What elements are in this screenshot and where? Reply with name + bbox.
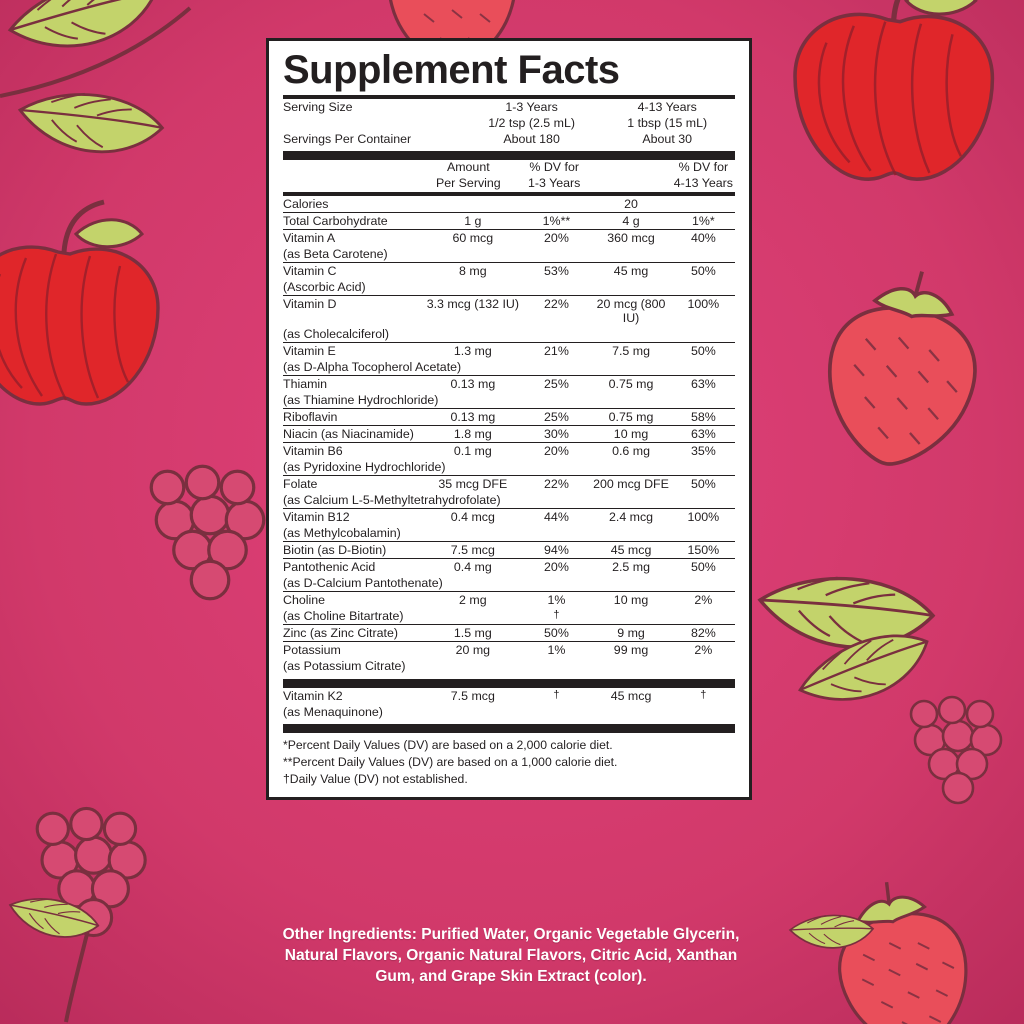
row-amount-1: 7.5 mcg bbox=[450, 689, 495, 703]
row-amount-2: 4 g bbox=[590, 213, 671, 230]
row-name: Vitamin E bbox=[283, 343, 423, 360]
serving-age-col2: 4-13 Years bbox=[637, 100, 697, 114]
serving-size-col2: 1 tbsp (15 mL) bbox=[627, 116, 708, 130]
row-dv-2: 58% bbox=[672, 409, 735, 426]
table-row bbox=[283, 592, 735, 609]
row-dv-2: 50% bbox=[672, 559, 735, 576]
serving-info-table bbox=[283, 99, 735, 147]
servings-col1: About 180 bbox=[503, 132, 560, 146]
row-amount-1: 0.13 mg bbox=[423, 376, 522, 393]
serving-row-sizes bbox=[283, 115, 735, 131]
table-row bbox=[283, 443, 735, 460]
row-name: Vitamin K2 bbox=[283, 689, 343, 703]
row-amount-2: 200 mcg DFE bbox=[590, 476, 671, 493]
row-dv-2: 50% bbox=[672, 263, 735, 280]
row-name: Riboflavin bbox=[283, 409, 423, 426]
servings-per-container-label: Servings Per Container bbox=[283, 132, 412, 146]
row-name: Zinc (as Zinc Citrate) bbox=[283, 625, 423, 642]
serving-row-ages bbox=[283, 99, 735, 115]
row-dv-2: 150% bbox=[672, 542, 735, 559]
serving-row-container bbox=[283, 131, 735, 147]
serving-size-col1: 1/2 tsp (2.5 mL) bbox=[488, 116, 575, 130]
table-subrow bbox=[283, 608, 735, 625]
table-row bbox=[283, 213, 735, 230]
amount-header-line2: Per Serving bbox=[435, 176, 501, 190]
row-dv-1: 20% bbox=[523, 230, 591, 247]
nutrient-table bbox=[283, 196, 735, 674]
row-subname: (as Calcium L-5-Methyltetrahydrofolate) bbox=[283, 493, 501, 507]
row-subname: (as Potassium Citrate) bbox=[283, 659, 406, 673]
row-name: Vitamin B6 bbox=[283, 443, 423, 460]
table-subrow bbox=[283, 359, 735, 376]
dv2-header-line1: % DV for bbox=[678, 160, 729, 174]
table-row bbox=[283, 642, 735, 659]
table-row bbox=[283, 426, 735, 443]
choline-dagger: † bbox=[553, 609, 560, 621]
table-row bbox=[283, 509, 735, 526]
row-name: Vitamin B12 bbox=[283, 509, 423, 526]
calories-value: 20 bbox=[624, 197, 638, 211]
header-rule bbox=[283, 151, 735, 160]
table-subrow bbox=[283, 525, 735, 542]
calories-label: Calories bbox=[283, 197, 329, 211]
table-row bbox=[283, 476, 735, 493]
row-name: Niacin (as Niacinamide) bbox=[283, 426, 423, 443]
row-dv-1: 1% bbox=[523, 592, 591, 609]
footnote-rule bbox=[283, 724, 735, 733]
row-dv-2: 2% bbox=[672, 642, 735, 659]
dv2-header-line2: 4-13 Years bbox=[673, 176, 733, 190]
row-amount-2: 2.5 mg bbox=[590, 559, 671, 576]
table-subrow bbox=[283, 326, 735, 343]
row-amount-1: 0.4 mg bbox=[423, 559, 522, 576]
row-amount-2: 9 mg bbox=[590, 625, 671, 642]
table-row bbox=[283, 263, 735, 280]
serving-size-label: Serving Size bbox=[283, 100, 353, 114]
row-amount-1: 60 mcg bbox=[423, 230, 522, 247]
row-dv-1: 53% bbox=[523, 263, 591, 280]
row-dv-1: 30% bbox=[523, 426, 591, 443]
row-dv-1: 94% bbox=[523, 542, 591, 559]
row-name: Folate bbox=[283, 476, 423, 493]
row-dv-2: 1%* bbox=[672, 213, 735, 230]
row-amount-1: 20 mg bbox=[423, 642, 522, 659]
row-amount-2: 10 mg bbox=[590, 426, 671, 443]
supplement-facts-panel bbox=[266, 38, 752, 800]
row-dv-1: † bbox=[553, 689, 560, 701]
row-dv-1: 25% bbox=[523, 376, 591, 393]
table-row bbox=[283, 296, 735, 327]
row-dv-1: 44% bbox=[523, 509, 591, 526]
row-dv-2: 35% bbox=[672, 443, 735, 460]
row-dv-2: 50% bbox=[672, 476, 735, 493]
row-dv-1: 1% bbox=[523, 642, 591, 659]
row-subname: (as Menaquinone) bbox=[283, 705, 383, 719]
row-amount-2: 0.75 mg bbox=[590, 376, 671, 393]
row-amount-1: 7.5 mcg bbox=[423, 542, 522, 559]
row-amount-1: 1 g bbox=[423, 213, 522, 230]
footnote-1: *Percent Daily Values (DV) are based on a 2,000 calorie diet. bbox=[283, 738, 613, 752]
row-dv-2: 2% bbox=[672, 592, 735, 609]
table-subrow bbox=[283, 704, 735, 720]
row-amount-2: 45 mcg bbox=[610, 689, 652, 703]
row-subname: (as Pyridoxine Hydrochloride) bbox=[283, 460, 446, 474]
row-name: Pantothenic Acid bbox=[283, 559, 423, 576]
row-name: Vitamin A bbox=[283, 230, 423, 247]
row-name: Biotin (as D-Biotin) bbox=[283, 542, 423, 559]
row-amount-1: 1.5 mg bbox=[423, 625, 522, 642]
row-amount-1: 2 mg bbox=[423, 592, 522, 609]
serving-age-col1: 1-3 Years bbox=[505, 100, 558, 114]
table-row bbox=[283, 343, 735, 360]
row-dv-1: 50% bbox=[523, 625, 591, 642]
row-amount-1: 3.3 mcg (132 IU) bbox=[423, 296, 522, 327]
row-dv-1: 1%** bbox=[523, 213, 591, 230]
dv1-header-line2: 1-3 Years bbox=[528, 176, 581, 190]
row-amount-2: 7.5 mg bbox=[590, 343, 671, 360]
footnote-3: †Daily Value (DV) not established. bbox=[283, 772, 468, 787]
row-amount-1: 1.3 mg bbox=[423, 343, 522, 360]
row-amount-2: 45 mg bbox=[590, 263, 671, 280]
table-row bbox=[283, 409, 735, 426]
table-row bbox=[283, 559, 735, 576]
row-name: Thiamin bbox=[283, 376, 423, 393]
row-amount-1: 8 mg bbox=[423, 263, 522, 280]
table-subrow bbox=[283, 658, 735, 674]
table-row bbox=[283, 230, 735, 247]
row-dv-1: 22% bbox=[523, 296, 591, 327]
servings-col2: About 30 bbox=[642, 132, 692, 146]
extra-nutrient-table bbox=[283, 688, 735, 720]
row-subname: (as Thiamine Hydrochloride) bbox=[283, 393, 439, 407]
row-amount-2: 2.4 mcg bbox=[590, 509, 671, 526]
row-subname: (Ascorbic Acid) bbox=[283, 280, 366, 294]
table-subrow bbox=[283, 392, 735, 409]
row-amount-2: 10 mg bbox=[590, 592, 671, 609]
row-dv-1: 21% bbox=[523, 343, 591, 360]
row-dv-1: 20% bbox=[523, 559, 591, 576]
dv1-header-line1: % DV for bbox=[529, 160, 579, 174]
row-dv-2: 63% bbox=[672, 376, 735, 393]
table-subrow bbox=[283, 246, 735, 263]
row-subname: (as Cholecalciferol) bbox=[283, 327, 390, 341]
page-title: Supplement Facts bbox=[283, 48, 620, 92]
footnote-2: **Percent Daily Values (DV) are based on a 1,000 calorie diet. bbox=[283, 755, 618, 770]
row-subname: (as Methylcobalamin) bbox=[283, 526, 401, 540]
row-name: Total Carbohydrate bbox=[283, 213, 423, 230]
row-dv-2: 100% bbox=[672, 296, 735, 327]
row-name: Vitamin D bbox=[283, 296, 423, 327]
row-dv-1: 20% bbox=[523, 443, 591, 460]
table-subrow bbox=[283, 492, 735, 509]
row-subname: (as D-Alpha Tocopherol Acetate) bbox=[283, 360, 462, 374]
row-dv-2: 40% bbox=[672, 230, 735, 247]
row-amount-1: 0.13 mg bbox=[423, 409, 522, 426]
table-row bbox=[283, 688, 735, 704]
row-subname: (as Choline Bitartrate) bbox=[283, 609, 404, 623]
row-amount-1: 0.1 mg bbox=[423, 443, 522, 460]
row-name: Potassium bbox=[283, 642, 423, 659]
row-dv-2: 50% bbox=[672, 343, 735, 360]
row-dv-1: 22% bbox=[523, 476, 591, 493]
other-ingredients-text: Other Ingredients: Purified Water, Organic Vegetable Glycerin, Natural Flavors, Organic Natural Flavors, Citric Acid, Xanthan Gum, and Grape Skin Extract (color). bbox=[282, 926, 740, 985]
row-amount-2: 360 mcg bbox=[590, 230, 671, 247]
amount-header-line1: Amount bbox=[446, 160, 490, 174]
row-dv-2: 100% bbox=[672, 509, 735, 526]
table-subrow bbox=[283, 575, 735, 592]
table-subrow bbox=[283, 459, 735, 476]
row-subname: (as Beta Carotene) bbox=[283, 247, 388, 261]
row-amount-1: 0.4 mcg bbox=[423, 509, 522, 526]
row-amount-2: 45 mcg bbox=[590, 542, 671, 559]
row-amount-1: 35 mcg DFE bbox=[423, 476, 522, 493]
row-dv-2: 63% bbox=[672, 426, 735, 443]
table-row bbox=[283, 625, 735, 642]
table-row-calories bbox=[283, 196, 735, 213]
row-amount-2: 0.6 mg bbox=[590, 443, 671, 460]
row-name: Vitamin C bbox=[283, 263, 423, 280]
row-dv-2: † bbox=[700, 689, 707, 701]
table-row bbox=[283, 542, 735, 559]
table-row bbox=[283, 376, 735, 393]
row-amount-2: 0.75 mg bbox=[590, 409, 671, 426]
row-name: Choline bbox=[283, 592, 423, 609]
row-amount-2: 20 mcg (800 IU) bbox=[590, 296, 671, 327]
column-header-table bbox=[283, 160, 735, 192]
row-amount-1: 1.8 mg bbox=[423, 426, 522, 443]
table-subrow bbox=[283, 279, 735, 296]
row-subname: (as D-Calcium Pantothenate) bbox=[283, 576, 443, 590]
row-dv-2: 82% bbox=[672, 625, 735, 642]
row-amount-2: 99 mg bbox=[590, 642, 671, 659]
extra-section-top-rule bbox=[283, 679, 735, 688]
row-dv-1: 25% bbox=[523, 409, 591, 426]
